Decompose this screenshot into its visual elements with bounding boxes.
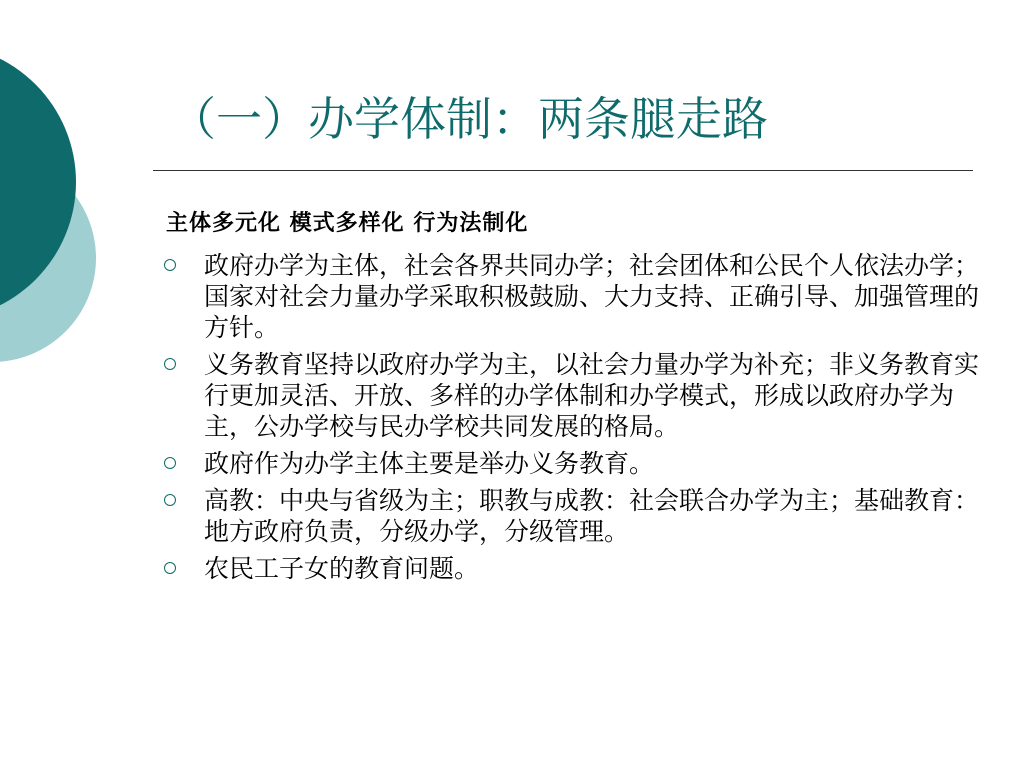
bullet-item <box>160 553 980 584</box>
title-divider <box>153 170 973 171</box>
bullet-list <box>160 250 980 590</box>
hollow-circle-bullet-icon <box>164 494 176 506</box>
bullet-text: 政府作为办学主体主要是举办义务教育。 <box>204 449 655 478</box>
bullet-item <box>160 485 980 547</box>
bullet-text: 高教：中央与省级为主；职教与成教：社会联合办学为主；基础教育：地方政府负责，分级办学，分级管理。 <box>204 486 980 546</box>
hollow-circle-bullet-icon <box>164 259 176 271</box>
bullet-item <box>160 448 980 479</box>
hollow-circle-bullet-icon <box>164 457 176 469</box>
bullet-item <box>160 349 980 442</box>
decorative-circles <box>0 0 140 420</box>
hollow-circle-bullet-icon <box>164 562 176 574</box>
hollow-circle-bullet-icon <box>164 358 176 370</box>
bullet-text: 农民工子女的教育问题。 <box>204 554 480 583</box>
bullet-text: 义务教育坚持以政府办学为主，以社会力量办学为补充；非义务教育实行更加灵活、开放、多样的办学体制和办学模式，形成以政府办学为主，公办学校与民办学校共同发展的格局。 <box>204 350 980 441</box>
bullet-text: 政府办学为主体，社会各界共同办学；社会团体和公民个人依法办学；国家对社会力量办学采取积极鼓励、大力支持、正确引导、加强管理的方针。 <box>204 251 980 342</box>
slide-subheading: 主体多元化 模式多样化 行为法制化 <box>166 210 529 236</box>
slide-title: （一）办学体制：两条腿走路 <box>170 92 768 146</box>
bullet-item <box>160 250 980 343</box>
